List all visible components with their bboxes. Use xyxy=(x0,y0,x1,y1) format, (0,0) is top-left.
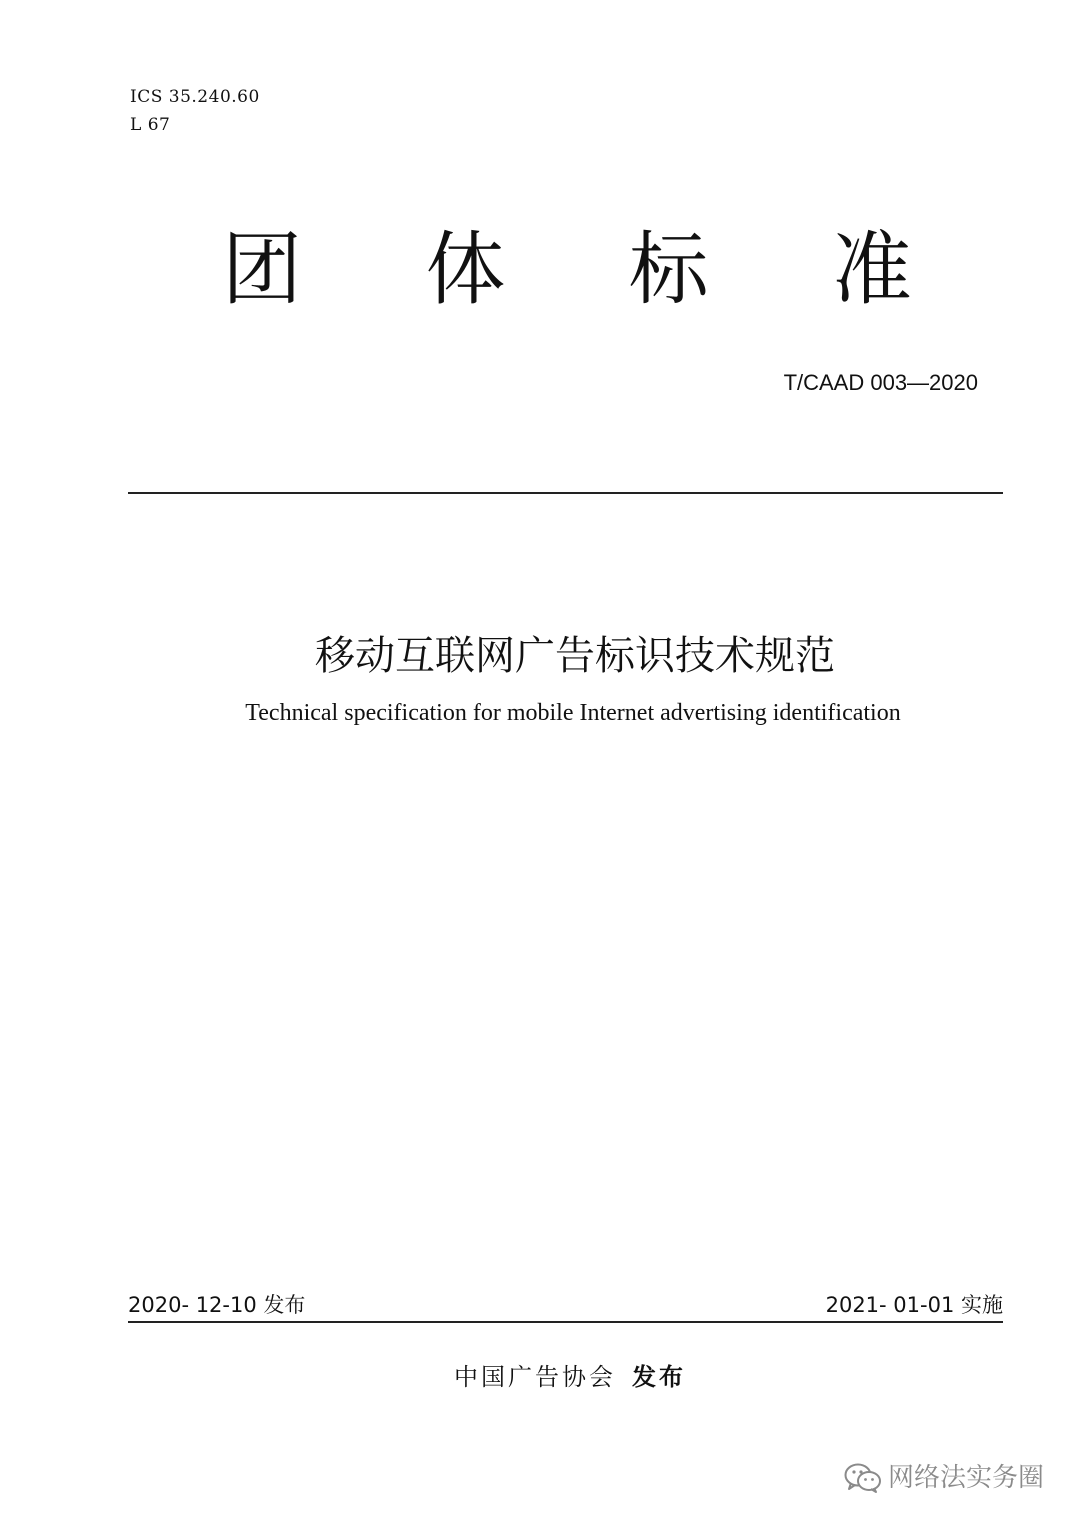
watermark xyxy=(844,1460,1044,1496)
ics-code: ICS 35.240.60 xyxy=(130,87,260,107)
release-date: 2020- 12-10 发布 xyxy=(128,1293,306,1317)
standard-type-char: 准 xyxy=(831,223,912,316)
ics-block xyxy=(130,83,260,139)
document-title-english: Technical specification for mobile Internet advertising identification xyxy=(245,700,901,726)
standard-type-char: 团 xyxy=(222,223,302,316)
publisher-organization: 中国广告协会 xyxy=(454,1363,616,1391)
publisher-line xyxy=(0,1360,1080,1394)
publisher-verb: 发布 xyxy=(632,1363,686,1391)
top-divider xyxy=(128,492,1003,494)
standard-type-char: 体 xyxy=(425,223,506,316)
standard-type-heading xyxy=(222,222,912,318)
implementation-date: 2021- 01-01 实施 xyxy=(825,1293,1003,1317)
document-title-chinese: 移动互联网广告标识技术规范 xyxy=(315,633,835,679)
classification-code: L 67 xyxy=(130,115,171,135)
bottom-divider xyxy=(128,1321,1003,1323)
standard-code: T/CAAD 003—2020 xyxy=(783,370,978,395)
standard-type-char: 标 xyxy=(628,223,709,316)
watermark-text: 网络法实务圈 xyxy=(887,1463,1044,1493)
wechat-icon xyxy=(844,1462,882,1494)
